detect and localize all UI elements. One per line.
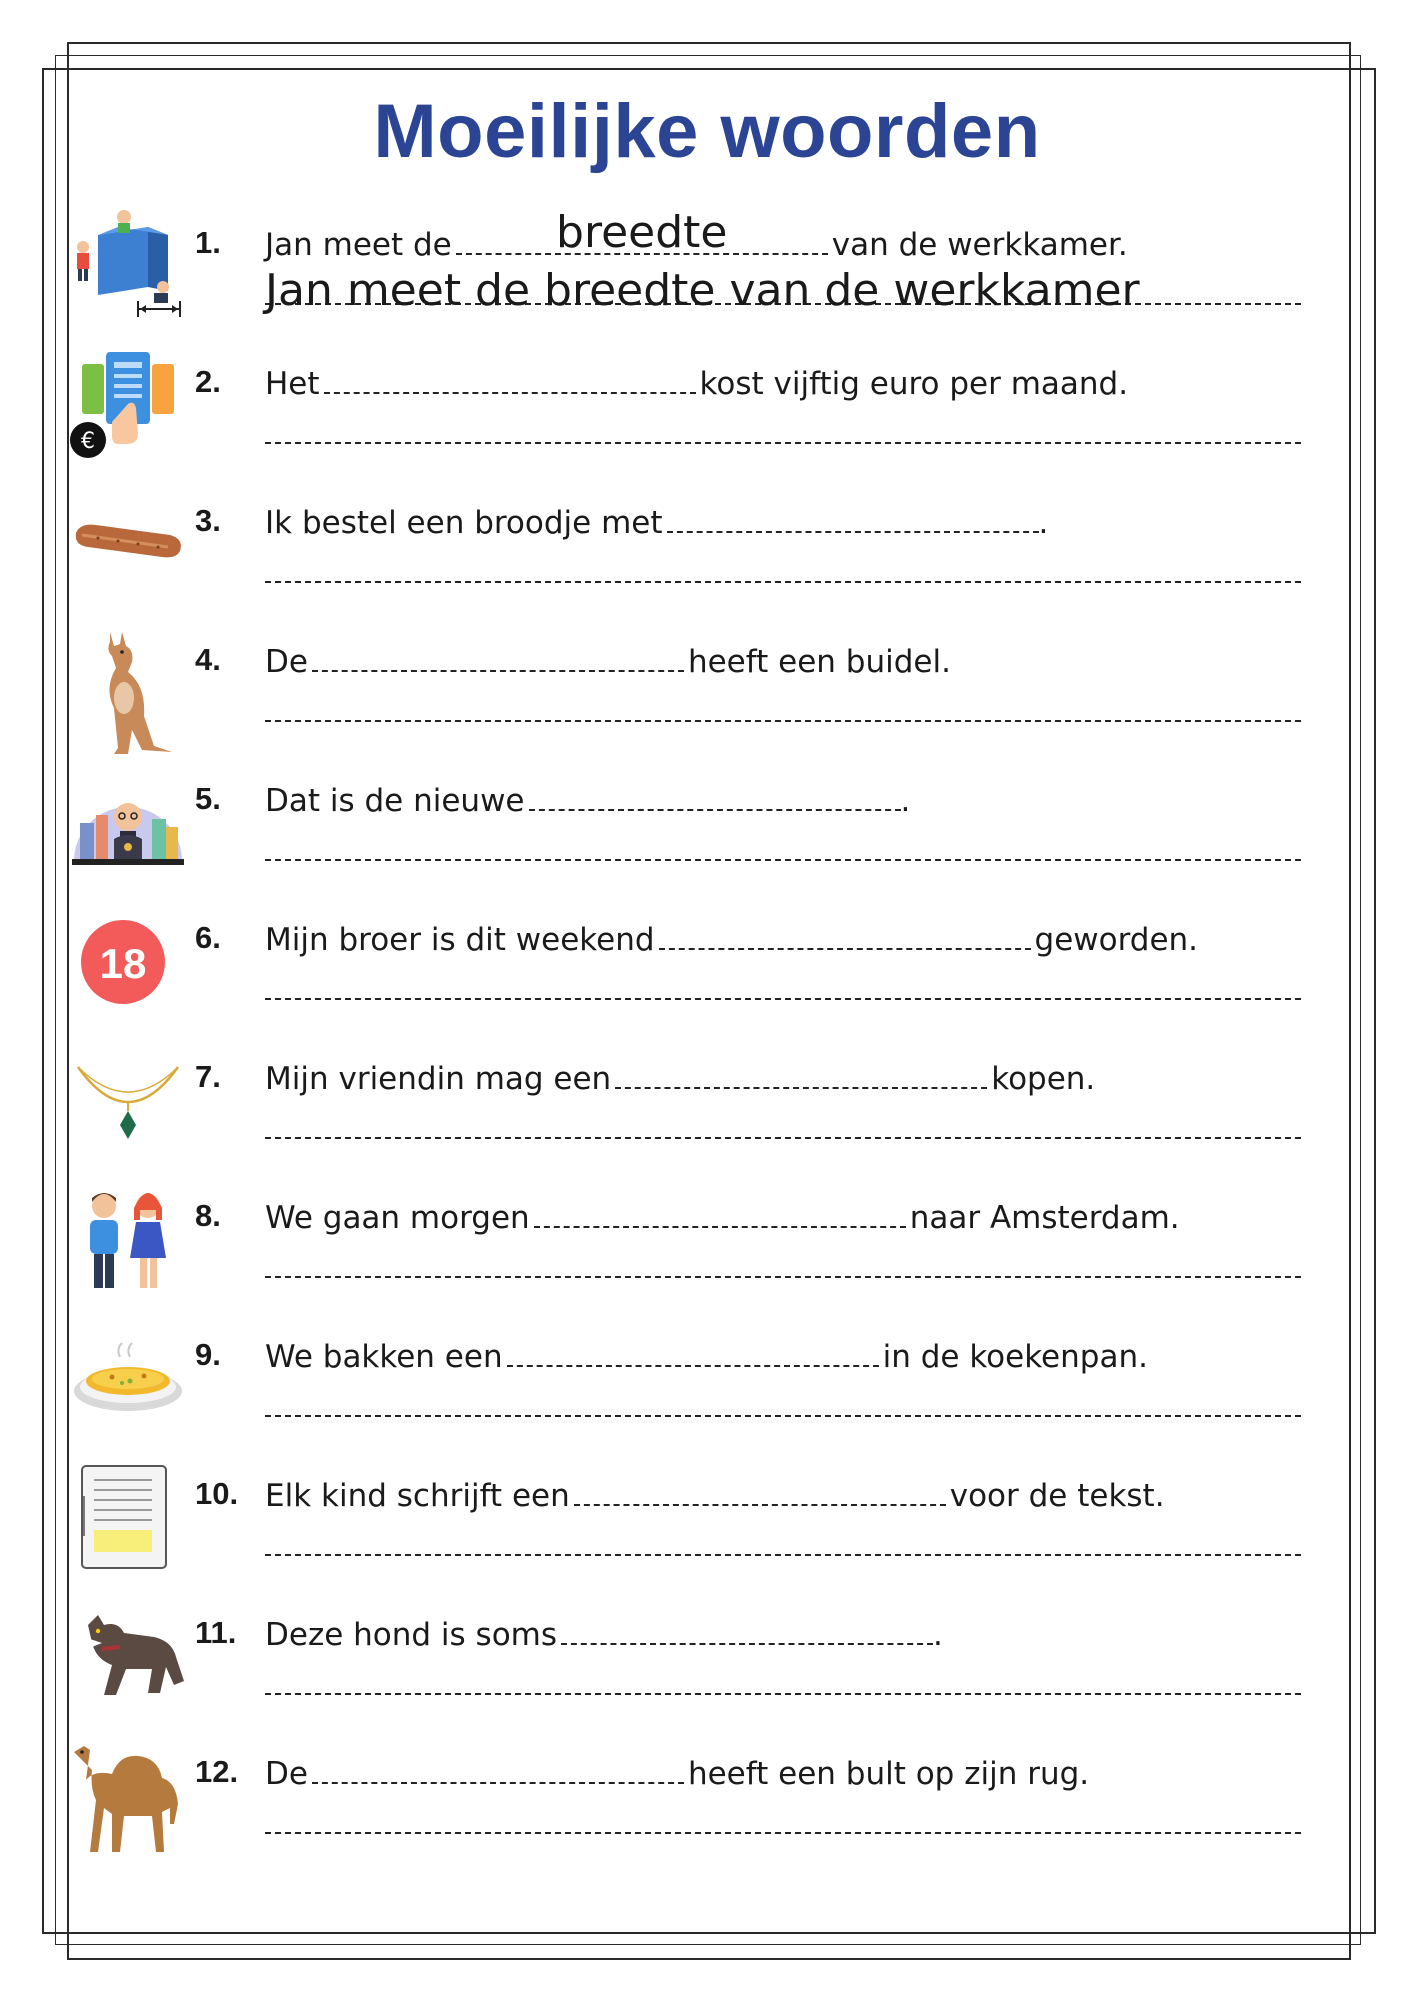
couple-icon xyxy=(68,1178,188,1298)
sentence-start: De xyxy=(265,1756,308,1792)
answer-blank[interactable] xyxy=(456,207,828,258)
answer-writing-line[interactable] xyxy=(265,581,1301,583)
answer-writing-line[interactable] xyxy=(265,442,1301,444)
sentence-end: naar Amsterdam. xyxy=(909,1200,1180,1236)
sentence-start: Het xyxy=(265,366,320,402)
answer-writing-line[interactable] xyxy=(265,1415,1301,1417)
sentence-end: kost vijftig euro per maand. xyxy=(699,366,1129,402)
answer-blank[interactable] xyxy=(667,501,1039,533)
answer-writing-line[interactable] xyxy=(265,1832,1301,1834)
exercise-item xyxy=(0,1178,1414,1317)
exercise-item xyxy=(0,1317,1414,1456)
answer-blank[interactable] xyxy=(529,779,901,811)
answer-blank[interactable] xyxy=(312,640,684,672)
sentence-start: Mijn broer is dit weekend xyxy=(265,922,655,958)
subscription-icon xyxy=(68,344,188,464)
angry-dog-icon xyxy=(68,1595,188,1715)
item-number: 3. xyxy=(195,503,221,538)
item-sentence xyxy=(265,362,1128,402)
answer-writing-line[interactable] xyxy=(265,1554,1301,1556)
item-sentence xyxy=(265,779,910,819)
sentence-start: We bakken een xyxy=(265,1339,503,1375)
item-sentence xyxy=(265,1335,1148,1375)
measuring-box-icon xyxy=(68,205,188,325)
exercise-item xyxy=(0,761,1414,900)
answer-blank[interactable] xyxy=(507,1335,879,1367)
filled-answer: breedte xyxy=(556,207,728,258)
item-number: 8. xyxy=(195,1198,221,1233)
answer-blank[interactable] xyxy=(312,1752,684,1784)
sentence-start: Mijn vriendin mag een xyxy=(265,1061,612,1097)
exercise-item xyxy=(0,622,1414,761)
sentence-end: geworden. xyxy=(1034,922,1199,958)
answer-blank[interactable] xyxy=(659,918,1031,950)
necklace-icon xyxy=(68,1039,188,1159)
answer-blank[interactable] xyxy=(615,1057,987,1089)
sentence-end: . xyxy=(900,783,911,819)
sentence-end: . xyxy=(1038,505,1049,541)
item-sentence xyxy=(265,1613,943,1653)
sentence-end: in de koekenpan. xyxy=(882,1339,1148,1375)
item-sentence xyxy=(265,1057,1095,1097)
exercise-item xyxy=(0,1039,1414,1178)
exercise-item xyxy=(0,1456,1414,1595)
item-number: 5. xyxy=(195,781,221,816)
item-sentence xyxy=(265,1474,1165,1514)
camel-icon xyxy=(68,1734,188,1854)
item-sentence xyxy=(265,1752,1089,1792)
sentence-end: heeft een bult op zijn rug. xyxy=(687,1756,1090,1792)
sentence-end: van de werkkamer. xyxy=(831,227,1128,263)
answer-writing-line[interactable] xyxy=(265,1693,1301,1695)
exercise-item xyxy=(0,205,1414,344)
exercise-item xyxy=(0,483,1414,622)
item-number: 11. xyxy=(195,1615,237,1650)
answer-blank[interactable] xyxy=(534,1196,906,1228)
svg-text:€: € xyxy=(81,429,95,454)
omelette-icon xyxy=(68,1317,188,1437)
sentence-end: voor de tekst. xyxy=(949,1478,1165,1514)
sentence-start: Elk kind schrijft een xyxy=(265,1478,570,1514)
item-sentence xyxy=(265,207,1128,263)
item-number: 10. xyxy=(195,1476,239,1511)
item-sentence xyxy=(265,918,1198,958)
answer-writing-line[interactable] xyxy=(265,998,1301,1000)
item-number: 12. xyxy=(195,1754,239,1789)
answer-writing-line[interactable] xyxy=(265,1137,1301,1139)
sentence-start: Ik bestel een broodje met xyxy=(265,505,663,541)
item-sentence xyxy=(265,501,1048,541)
item-number: 1. xyxy=(195,225,221,260)
answer-writing-line[interactable] xyxy=(265,1276,1301,1278)
exercise-item xyxy=(0,900,1414,1039)
sentence-end: kopen. xyxy=(991,1061,1096,1097)
answer-blank[interactable] xyxy=(561,1613,933,1645)
sentence-start: Dat is de nieuwe xyxy=(265,783,525,819)
age-badge-text: 18 xyxy=(99,940,147,987)
sentence-start: Jan meet de xyxy=(265,227,452,263)
sentence-end: heeft een buidel. xyxy=(687,644,951,680)
item-number: 2. xyxy=(195,364,221,399)
sentence-end: . xyxy=(933,1617,943,1653)
written-answer: Jan meet de breedte van de werkkamer xyxy=(265,265,1140,316)
exercise-item xyxy=(0,344,1414,483)
age-18-icon xyxy=(68,900,188,1020)
kangaroo-icon xyxy=(68,622,188,742)
mayor-icon xyxy=(68,761,188,881)
sentence-start: Deze hond is soms xyxy=(265,1617,558,1653)
sausage-icon xyxy=(68,483,188,603)
item-number: 6. xyxy=(195,920,221,955)
item-number: 4. xyxy=(195,642,221,677)
exercise-item xyxy=(0,1734,1414,1873)
item-number: 7. xyxy=(195,1059,221,1094)
page-title: Moeilijke woorden xyxy=(373,89,1041,174)
answer-blank[interactable] xyxy=(324,362,696,394)
item-sentence xyxy=(265,1196,1180,1236)
document-icon xyxy=(68,1456,188,1576)
answer-blank[interactable] xyxy=(574,1474,946,1506)
answer-writing-line[interactable] xyxy=(265,720,1301,722)
sentence-start: De xyxy=(265,644,308,680)
item-number: 9. xyxy=(195,1337,221,1372)
exercise-item xyxy=(0,1595,1414,1734)
item-sentence xyxy=(265,640,951,680)
answer-writing-line[interactable] xyxy=(265,859,1301,861)
sentence-start: We gaan morgen xyxy=(265,1200,530,1236)
